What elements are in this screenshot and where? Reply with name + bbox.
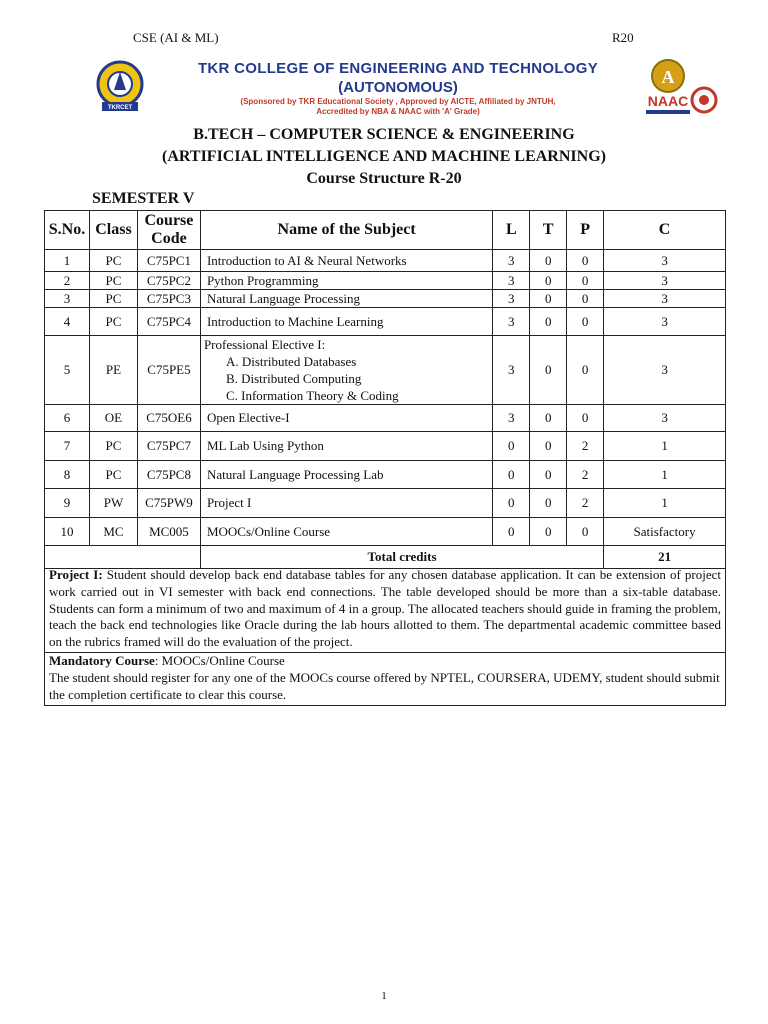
naac-text: NAAC xyxy=(647,93,689,109)
row-class: OE xyxy=(89,405,137,432)
row-subject xyxy=(200,336,492,405)
row-code: C75PC1 xyxy=(137,250,200,272)
table-row xyxy=(45,336,726,405)
college-name: TKR COLLEGE OF ENGINEERING AND TECHNOLOGY xyxy=(197,60,599,77)
row-c: 1 xyxy=(604,432,726,461)
row-p: 2 xyxy=(567,432,604,461)
row-c: 3 xyxy=(604,250,726,272)
row-code: C75PC7 xyxy=(137,432,200,461)
title-program: B.TECH – COMPUTER SCIENCE & ENGINEERING xyxy=(193,126,575,143)
row-class: PC xyxy=(89,461,137,489)
row-class: PE xyxy=(89,336,137,405)
row-subject: Project I xyxy=(200,489,492,518)
row-sno: 4 xyxy=(45,308,90,336)
row-class: PC xyxy=(89,272,137,290)
row-class: PC xyxy=(89,308,137,336)
college-accreditation: Accredited by NBA & NAAC with 'A' Grade) xyxy=(316,107,480,116)
row-code: C75OE6 xyxy=(137,405,200,432)
row-sno: 7 xyxy=(45,432,90,461)
naac-grade-text: A xyxy=(661,67,675,87)
row-class: PC xyxy=(89,250,137,272)
row-l: 0 xyxy=(493,518,530,546)
row-t: 0 xyxy=(530,250,567,272)
header-regulation: R20 xyxy=(612,30,634,45)
col-t: T xyxy=(530,211,567,250)
row-p: 0 xyxy=(567,518,604,546)
row-l: 3 xyxy=(493,405,530,432)
row-l: 3 xyxy=(493,336,530,405)
elective-heading: Professional Elective I: xyxy=(203,337,326,352)
row-subject: ML Lab Using Python xyxy=(200,432,492,461)
row-sno: 1 xyxy=(45,250,90,272)
row-l: 3 xyxy=(493,250,530,272)
col-name: Name of the Subject xyxy=(200,211,492,250)
title-specialization: (ARTIFICIAL INTELLIGENCE AND MACHINE LEARNING) xyxy=(162,148,606,165)
project-note xyxy=(45,566,725,652)
table-row xyxy=(45,308,726,336)
college-logo-text: TKRCET xyxy=(107,105,133,111)
row-c: 1 xyxy=(604,461,726,489)
row-l: 3 xyxy=(493,290,530,308)
table-row xyxy=(45,518,726,546)
row-p: 0 xyxy=(567,250,604,272)
header-program: CSE (AI & ML) xyxy=(133,30,219,45)
notes-box xyxy=(44,566,726,706)
table-row xyxy=(45,272,726,290)
table-header-row xyxy=(45,211,726,250)
project-label: Project I: xyxy=(49,567,103,582)
row-class: MC xyxy=(89,518,137,546)
row-code: C75PC8 xyxy=(137,461,200,489)
total-label: Total credits xyxy=(200,546,603,569)
row-p: 2 xyxy=(567,489,604,518)
row-class: PC xyxy=(89,290,137,308)
row-class: PC xyxy=(89,432,137,461)
title-course-structure: Course Structure R-20 xyxy=(306,170,462,187)
row-t: 0 xyxy=(530,518,567,546)
row-subject: Introduction to Machine Learning xyxy=(200,308,492,336)
project-text: Student should develop back end database tables for any chosen database application. It can be extension of project work carried out in VI semester with back end connections. The table developed should be more than a six-table database. Students can form a minimum of two and maximum of 4 in a group. The allocated teachers should guide in framing the problem, teach the back end technologies like Oracle during the lab hours allotted to them. The departmental academic committee based on the rubrics framed will do the evaluation of the project. xyxy=(49,567,721,650)
elective-option: A. Distributed Databases xyxy=(225,354,357,369)
college-autonomous: (AUTONOMOUS) xyxy=(338,79,458,96)
elective-options xyxy=(204,353,489,404)
course-table xyxy=(44,210,726,569)
page-number: 1 xyxy=(381,990,387,1002)
row-subject: Python Programming xyxy=(200,272,492,290)
table-row xyxy=(45,489,726,518)
row-code: C75PC4 xyxy=(137,308,200,336)
row-p: 2 xyxy=(567,461,604,489)
row-subject: MOOCs/Online Course xyxy=(200,518,492,546)
table-row xyxy=(45,405,726,432)
row-class: PW xyxy=(89,489,137,518)
elective-option: C. Information Theory & Coding xyxy=(225,388,399,403)
row-l: 0 xyxy=(493,461,530,489)
row-c: 1 xyxy=(604,489,726,518)
college-sponsor: (Sponsored by TKR Educational Society , Approved by AICTE, Affiliated by JNTUH, xyxy=(240,97,556,106)
row-l: 0 xyxy=(493,432,530,461)
row-sno: 3 xyxy=(45,290,90,308)
row-c: 3 xyxy=(604,290,726,308)
row-t: 0 xyxy=(530,272,567,290)
row-code: C75PC2 xyxy=(137,272,200,290)
mandatory-title: : MOOCs/Online Course xyxy=(154,652,285,668)
elective-option: B. Distributed Computing xyxy=(225,371,362,386)
table-row xyxy=(45,461,726,489)
college-logo-icon xyxy=(88,58,152,120)
col-sno: S.No. xyxy=(45,211,90,250)
row-p: 0 xyxy=(567,405,604,432)
row-sno: 6 xyxy=(45,405,90,432)
row-sno: 9 xyxy=(45,489,90,518)
col-class: Class xyxy=(89,211,137,250)
row-code: C75PE5 xyxy=(137,336,200,405)
table-row xyxy=(45,290,726,308)
semester-label: SEMESTER V xyxy=(92,190,195,207)
row-c: 3 xyxy=(604,308,726,336)
total-value: 21 xyxy=(604,546,726,569)
table-row xyxy=(45,432,726,461)
row-p: 0 xyxy=(567,336,604,405)
row-p: 0 xyxy=(567,290,604,308)
row-subject: Natural Language Processing xyxy=(200,290,492,308)
mandatory-note xyxy=(45,652,725,705)
row-code: C75PC3 xyxy=(137,290,200,308)
row-sno: 5 xyxy=(45,336,90,405)
row-c: 3 xyxy=(604,272,726,290)
col-c: C xyxy=(604,211,726,250)
row-sno: 10 xyxy=(45,518,90,546)
row-code: MC005 xyxy=(137,518,200,546)
col-l: L xyxy=(493,211,530,250)
row-sno: 8 xyxy=(45,461,90,489)
row-c: 3 xyxy=(604,336,726,405)
row-l: 3 xyxy=(493,272,530,290)
row-t: 0 xyxy=(530,290,567,308)
mandatory-text: The student should register for any one of the MOOCs course offered by NPTEL, COURSERA, UDEMY, student should submit the completion certificate to clear this course. xyxy=(49,669,720,702)
row-t: 0 xyxy=(530,461,567,489)
row-t: 0 xyxy=(530,308,567,336)
row-subject: Introduction to AI & Neural Networks xyxy=(200,250,492,272)
row-subject: Open Elective-I xyxy=(200,405,492,432)
naac-logo-icon xyxy=(636,58,720,122)
row-t: 0 xyxy=(530,489,567,518)
row-c: 3 xyxy=(604,405,726,432)
row-code: C75PW9 xyxy=(137,489,200,518)
row-sno: 2 xyxy=(45,272,90,290)
col-p: P xyxy=(567,211,604,250)
row-c: Satisfactory xyxy=(604,518,726,546)
col-code: Course Code xyxy=(137,211,200,250)
row-t: 0 xyxy=(530,405,567,432)
row-l: 0 xyxy=(493,489,530,518)
mandatory-label: Mandatory Course xyxy=(49,652,155,668)
row-l: 3 xyxy=(493,308,530,336)
row-p: 0 xyxy=(567,272,604,290)
row-t: 0 xyxy=(530,336,567,405)
row-subject: Natural Language Processing Lab xyxy=(200,461,492,489)
table-row xyxy=(45,250,726,272)
row-t: 0 xyxy=(530,432,567,461)
row-p: 0 xyxy=(567,308,604,336)
